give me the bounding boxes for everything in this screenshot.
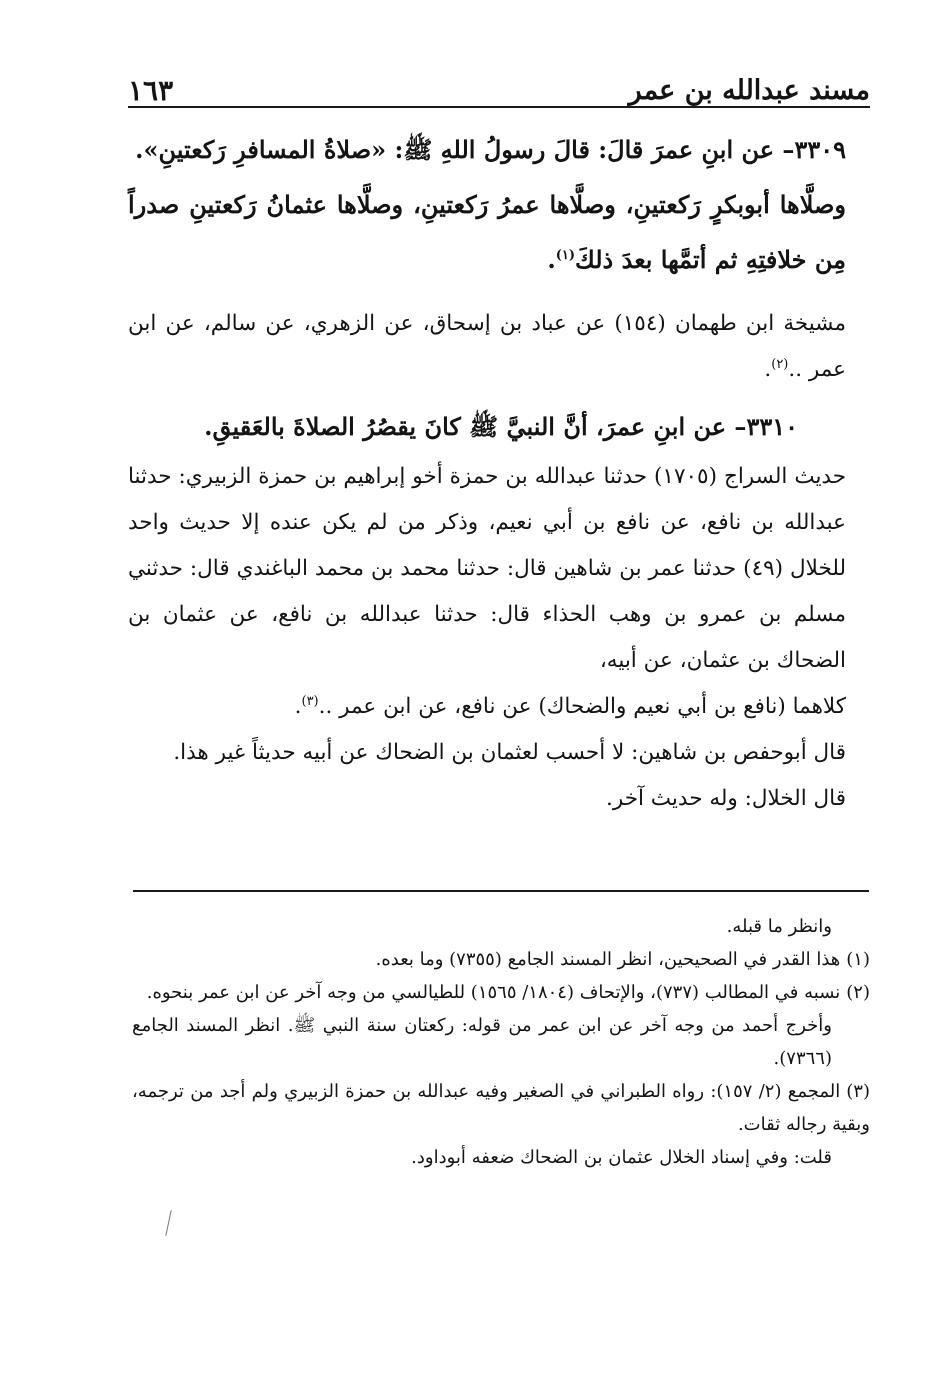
- book-title: مسند عبدالله بن عمر: [628, 75, 870, 106]
- source-1-text: مشيخة ابن طهمان (١٥٤) عن عباد بن إسحاق، عن الزهري، عن سالم، عن ابن عمر ..: [128, 311, 846, 382]
- footnote-2-number: (٢): [846, 982, 870, 1003]
- footnote-ref-2[interactable]: (٢): [771, 356, 789, 372]
- footnote-1-text: هذا القدر في الصحيحين، انظر المسند الجامع (٧٣٥٥) وما بعده.: [375, 949, 841, 970]
- hadith-3309-continuation: [128, 177, 870, 287]
- footnote-3b-text: قلت: وفي إسناد الخلال عثمان بن الضحاك ضعفه أبوداود.: [411, 1147, 832, 1168]
- footnote-divider: [133, 890, 869, 892]
- hadith-3309-text: ٣٣٠٩– عن ابنِ عمرَ قالَ: قالَ رسولُ اللهِ ﷺ: «صلاةُ المسافرِ رَكعتينِ».: [135, 135, 846, 164]
- scan-mark: [165, 1210, 171, 1236]
- source-5-text: قال الخلال: وله حديث آخر.: [606, 786, 846, 811]
- footnote-ref-3[interactable]: (٣): [301, 693, 319, 709]
- source-paragraph-5: [128, 776, 870, 822]
- footnotes: [132, 910, 870, 1174]
- period: .: [294, 694, 302, 719]
- page-number: ١٦٣: [128, 74, 174, 107]
- footnote-2: [132, 976, 870, 1009]
- footnote-3-text: المجمع (٢/ ١٥٧): رواه الطبراني في الصغير وفيه عبدالله بن حمزة الزبيري ولم أجد من ترجمه، وبقية رجاله ثقات.: [132, 1081, 870, 1135]
- hadith-3309-matn: [128, 122, 870, 177]
- period: .: [764, 357, 772, 382]
- footnote-0-text: وانظر ما قبله.: [726, 916, 832, 937]
- source-4-text: قال أبوحفص بن شاهين: لا أحسب لعثمان بن الضحاك عن أبيه حديثاً غير هذا.: [173, 740, 846, 765]
- source-paragraph-2: [128, 454, 870, 684]
- footnote-2-text: نسبه في المطالب (٧٣٧)، والإتحاف (١٨٠٤/ ١٥٦٥) للطيالسي من وجه آخر عن ابن عمر بنحوه.: [146, 982, 841, 1003]
- footnote-1: [132, 943, 870, 976]
- footnote-2b-text: وأخرج أحمد من وجه آخر عن ابن عمر من قوله: ركعتان سنة النبي ﷺ. انظر المسند الجامع (٧٣٦٦).: [132, 1015, 832, 1069]
- footnote-3: [132, 1075, 870, 1141]
- footnote-ref-1[interactable]: (١): [555, 248, 576, 263]
- source-2-text: حديث السراج (١٧٠٥) حدثنا عبدالله بن حمزة أخو إبراهيم بن حمزة الزبيري: حدثنا عبدالله بن نافع، عن نافع بن أبي نعيم، وذكر من لم يكن عنده إلا حديث واحد للخلال (٤٩) حدثنا عمر بن شاهين قال: حدثنا محمد بن محمد الباغندي قال: حدثني مسلم بن عمرو بن وهب الحذاء قال: حدثنا عبدالله بن نافع، عن عثمان بن الضحاك بن عثمان، عن أبيه،: [128, 464, 847, 673]
- source-3-text: كلاهما (نافع بن أبي نعيم والضحاك) عن نافع، عن ابن عمر ..: [318, 694, 846, 719]
- source-paragraph-1: [128, 301, 870, 393]
- main-text: [128, 122, 870, 822]
- footnote-2-additional: [132, 1009, 870, 1075]
- footnote-3-additional: [132, 1141, 870, 1174]
- hadith-3309-continuation-text: وصلَّاها أبوبكرٍ رَكعتينِ، وصلَّاها عمرُ رَكعتينِ، وصلَّاها عثمانُ رَكعتينِ صدراً مِن خلافتِهِ ثم أتمَّها بعدَ ذلكَ: [128, 190, 846, 274]
- source-paragraph-3: [128, 684, 870, 730]
- period: .: [547, 245, 556, 274]
- header-divider: [128, 106, 870, 108]
- hadith-3310-text: ٣٣١٠– عن ابنِ عمرَ، أنَّ النبيَّ ﷺ كانَ يقصُرُ الصلاةَ بالعَقيقِ.: [204, 412, 798, 441]
- footnote-1-number: (١): [846, 949, 870, 970]
- page-header: [128, 62, 870, 106]
- source-paragraph-4: [128, 730, 870, 776]
- footnote-continued: [132, 910, 870, 943]
- footnote-3-number: (٣): [846, 1081, 870, 1102]
- hadith-3310-matn: [128, 399, 870, 454]
